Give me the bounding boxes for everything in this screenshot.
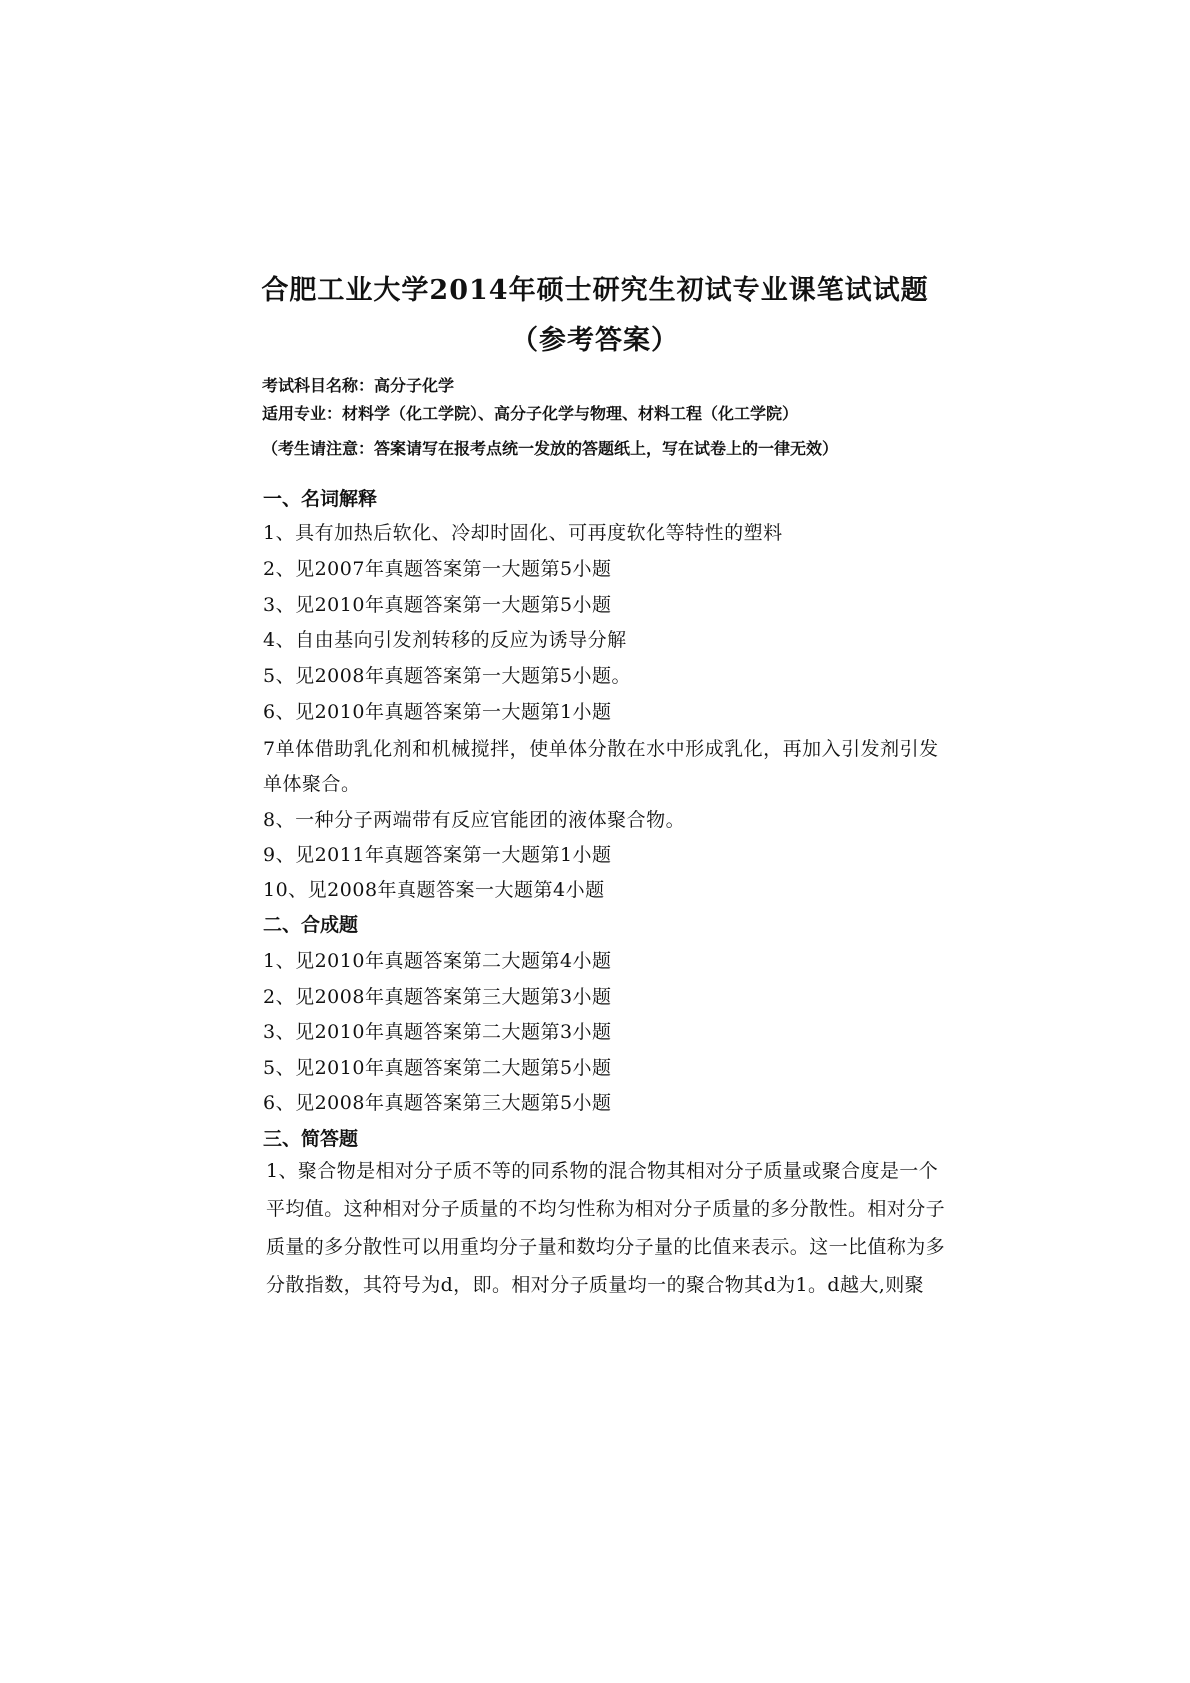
list-item: 2、见2007年真题答案第一大题第5小题 (263, 558, 612, 580)
exam-notice: （考生请注意：答案请写在报考点统一发放的答题纸上，写在试卷上的一律无效） (262, 439, 839, 458)
list-item: 单体聚合。 (263, 773, 361, 795)
list-item: 1、见2010年真题答案第二大题第4小题 (263, 950, 612, 972)
list-item: 5、见2010年真题答案第二大题第5小题 (263, 1057, 612, 1079)
section-heading-definitions: 一、名词解释 (263, 488, 378, 510)
list-item: 2、见2008年真题答案第三大题第3小题 (263, 986, 612, 1008)
list-item: 7单体借助乳化剂和机械搅拌，使单体分散在水中形成乳化，再加入引发剂引发 (263, 738, 939, 760)
list-item: 3、见2010年真题答案第一大题第5小题 (263, 594, 612, 616)
document-title: 合肥工业大学2014年硕士研究生初试专业课笔试试题 (261, 275, 929, 306)
list-item: 1、具有加热后软化、冷却时固化、可再度软化等特性的塑料 (263, 522, 783, 544)
list-item: 8、一种分子两端带有反应官能团的液体聚合物。 (263, 809, 686, 831)
list-item: 10、见2008年真题答案一大题第4小题 (263, 879, 605, 901)
answer-paragraph: 1、聚合物是相对分子质不等的同系物的混合物其相对分子质量或聚合度是一个平均值。这种相对分子质量的不均匀性称为相对分子质量的多分散性。相对分子质量的多分散性可以用重均分子量和数均分子量的比值来表示。这一比值称为多分散指数，其符号为d，即。相对分子质量均一的聚合物其d为1。d越大,则聚 (266, 1160, 946, 1296)
section-heading-synthesis: 二、合成题 (263, 914, 359, 936)
list-item: 6、见2008年真题答案第三大题第5小题 (263, 1092, 612, 1114)
document-subtitle: （参考答案） (511, 325, 679, 356)
list-item: 5、见2008年真题答案第一大题第5小题。 (263, 665, 632, 687)
major-label: 适用专业：材料学（化工学院）、高分子化学与物理、材料工程（化工学院） (262, 404, 799, 423)
list-item: 4、自由基向引发剂转移的反应为诱导分解 (263, 629, 627, 651)
list-item: 9、见2011年真题答案第一大题第1小题 (263, 844, 612, 866)
list-item: 3、见2010年真题答案第二大题第3小题 (263, 1021, 612, 1043)
subject-label: 考试科目名称：高分子化学 (262, 376, 455, 395)
section-heading-short-answer: 三、简答题 (263, 1128, 359, 1150)
list-item: 6、见2010年真题答案第一大题第1小题 (263, 701, 612, 723)
